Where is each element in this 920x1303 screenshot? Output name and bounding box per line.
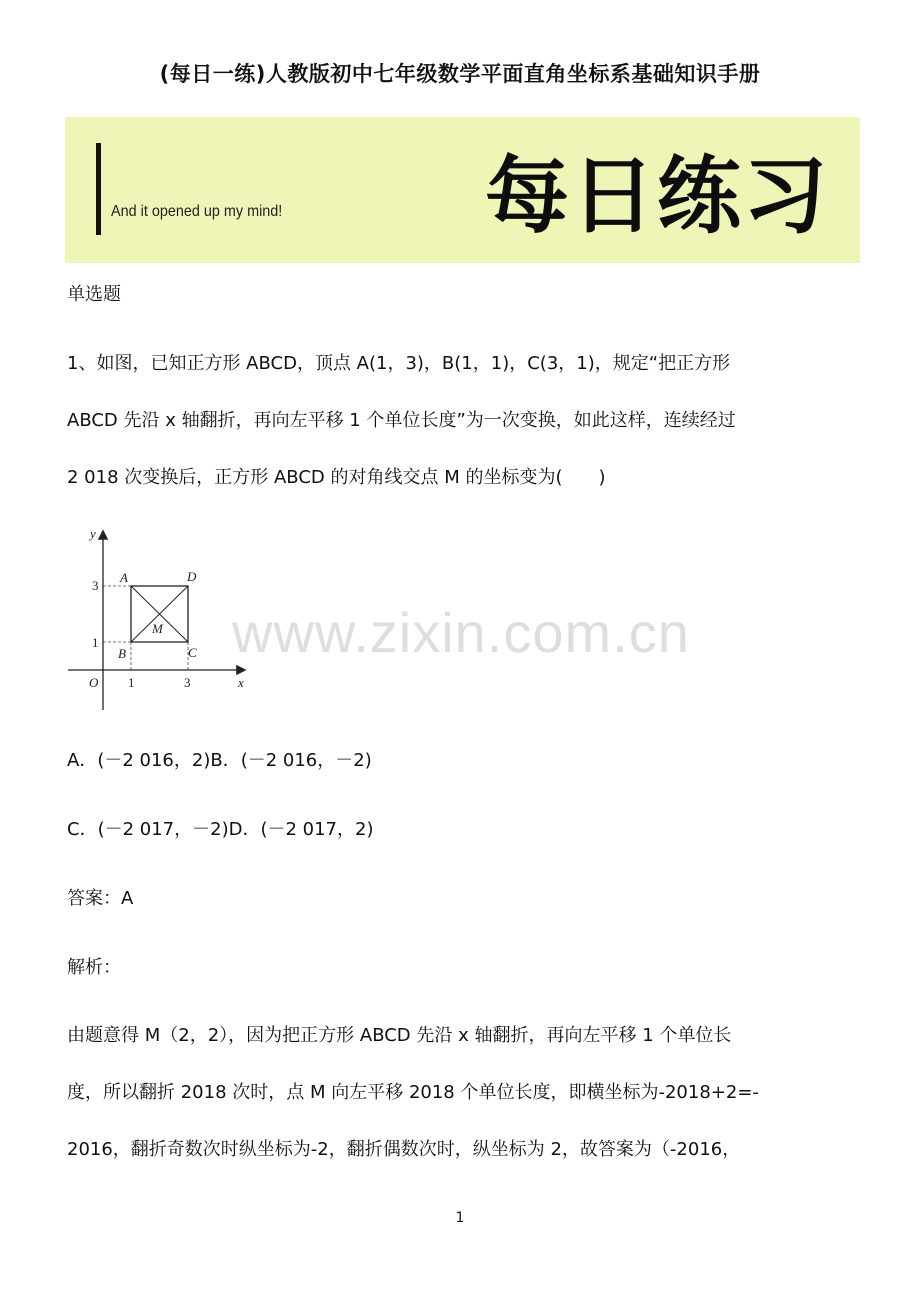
analysis-label: 解析： — [67, 957, 121, 978]
tick-x-1: 1 — [128, 675, 135, 690]
point-a-label: A — [120, 570, 128, 585]
options-row-2: C．(－2 017，－2)D．(－2 017，2) — [67, 819, 374, 840]
banner — [65, 117, 860, 263]
x-axis-label: x — [238, 675, 244, 690]
y-axis-label: y — [90, 526, 96, 541]
tick-y-1: 1 — [92, 635, 99, 650]
analysis-line-1: 由题意得 M（2，2），因为把正方形 ABCD 先沿 x 轴翻折，再向左平移 1 个单位长 — [67, 1025, 732, 1046]
section-label: 单选题 — [67, 284, 121, 305]
question-line-2: ABCD 先沿 x 轴翻折，再向左平移 1 个单位长度”为一次变换，如此这样，连续经过 — [67, 410, 736, 431]
question-line-3: 2 018 次变换后，正方形 ABCD 的对角线交点 M 的坐标变为( ) — [67, 467, 606, 488]
point-d-label: D — [187, 569, 197, 584]
options-row-1: A．(－2 016，2)B．(－2 016，－2) — [67, 750, 372, 771]
watermark: www.zixin.com.cn — [232, 601, 690, 664]
question-line-1: 1、如图，已知正方形 ABCD，顶点 A(1，3)，B(1，1)，C(3，1)，规定“把正方形 — [67, 353, 731, 374]
analysis-line-3: 2016，翻折奇数次时纵坐标为-2，翻折偶数次时，纵坐标为 2，故答案为（-2016， — [67, 1139, 741, 1160]
tick-x-3: 3 — [184, 675, 191, 690]
answer-text: 答案：A — [67, 888, 134, 909]
page-number: 1 — [455, 1210, 465, 1226]
banner-bar — [96, 143, 101, 235]
tick-y-3: 3 — [92, 578, 99, 593]
origin-label: O — [89, 675, 99, 690]
point-c-label: C — [188, 645, 197, 660]
point-m-label: M — [152, 621, 163, 636]
analysis-line-2: 度，所以翻折 2018 次时，点 M 向左平移 2018 个单位长度，即横坐标为-2018+2=- — [67, 1082, 759, 1103]
banner-brush-title: 每日练习 — [485, 146, 830, 245]
page-title: (每日一练)人教版初中七年级数学平面直角坐标系基础知识手册 — [159, 62, 761, 86]
banner-tagline: And it opened up my mind! — [111, 203, 283, 220]
point-b-label: B — [118, 646, 126, 661]
